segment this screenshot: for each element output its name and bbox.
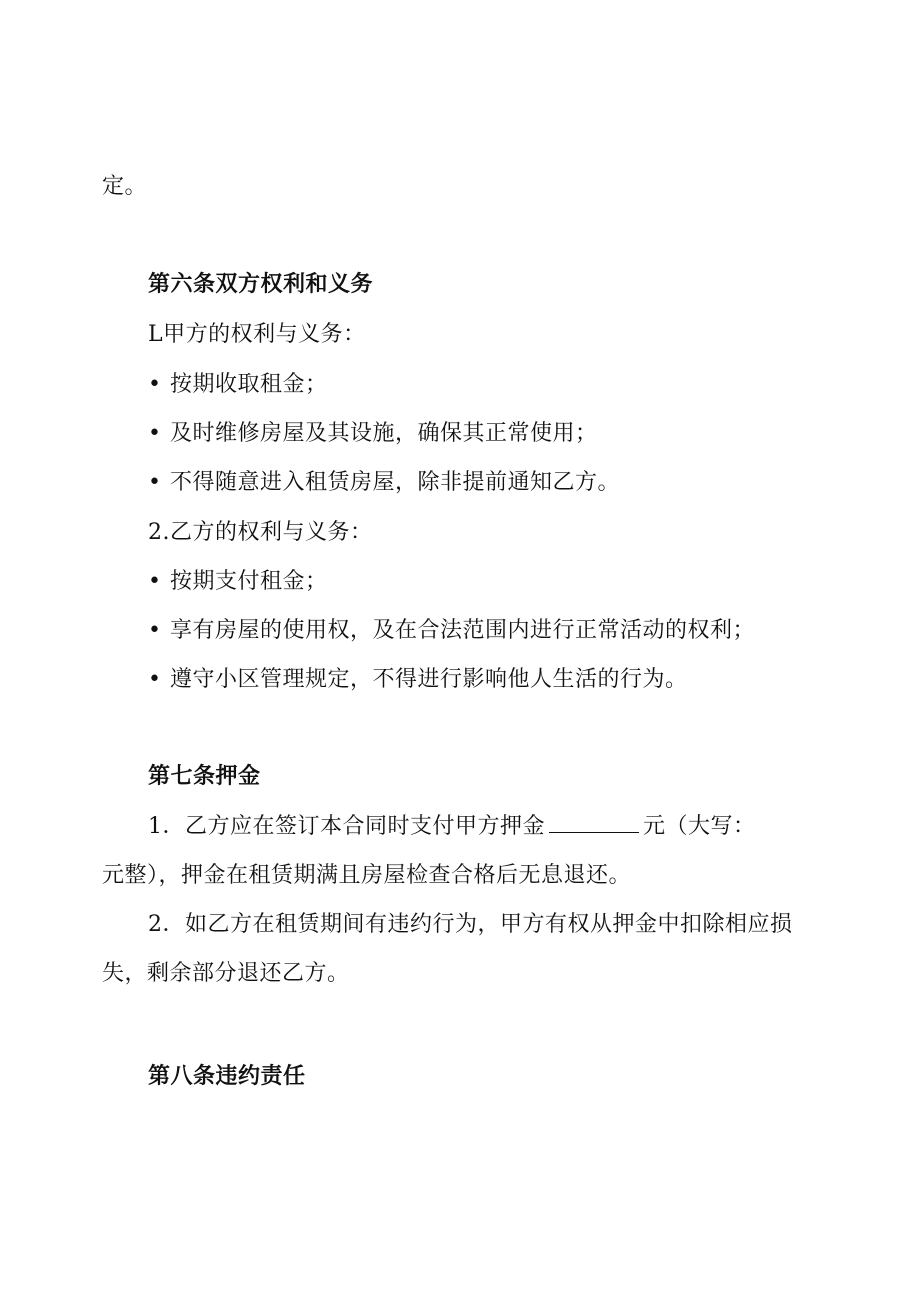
list-item: [148, 567, 328, 597]
section-8-title: 第八条违约责任: [148, 1064, 306, 1089]
deposit-item-1-line-1: [148, 812, 756, 842]
deposit-item-1-line-2: 元整），押金在租赁期满且房屋检查合格后无息退还。: [102, 863, 632, 888]
list-item-text: 享有房屋的使用权，及在合法范围内进行正常活动的权利；: [170, 618, 756, 643]
bullet-icon: •: [148, 470, 162, 495]
bullet-icon: •: [148, 618, 162, 643]
deposit-item-1-start: 1．乙方应在签订本合同时支付甲方押金: [148, 814, 545, 839]
continuation-text: 定。: [102, 174, 148, 199]
list-item: [148, 370, 328, 400]
list-item: [148, 665, 688, 695]
section-7-title: 第七条押金: [148, 764, 261, 789]
list-item-text: 按期支付租金；: [170, 569, 328, 594]
list-item-text: 遵守小区管理规定，不得进行影响他人生活的行为。: [170, 667, 688, 692]
list-item-text: 按期收取租金；: [170, 372, 328, 397]
bullet-icon: •: [148, 569, 162, 594]
list-item: [148, 616, 755, 646]
party-a-heading: L甲方的权利与义务：: [148, 322, 366, 347]
list-item: [148, 468, 620, 498]
deposit-amount-blank: [549, 812, 639, 833]
deposit-item-1-end: 元（大写：: [643, 814, 756, 839]
section-6-title: 第六条双方权利和义务: [148, 272, 374, 297]
list-item: [148, 419, 598, 449]
bullet-icon: •: [148, 421, 162, 446]
bullet-icon: •: [148, 372, 162, 397]
party-b-heading: 2.乙方的权利与义务：: [148, 520, 373, 545]
list-item-text: 及时维修房屋及其设施，确保其正常使用；: [170, 421, 598, 446]
deposit-item-2-line-2: 失，剩余部分退还乙方。: [102, 961, 350, 986]
list-item-text: 不得随意进入租赁房屋，除非提前通知乙方。: [170, 470, 621, 495]
bullet-icon: •: [148, 667, 162, 692]
deposit-item-2-line-1: 2．如乙方在租赁期间有违约行为，甲方有权从押金中扣除相应损: [148, 912, 793, 937]
